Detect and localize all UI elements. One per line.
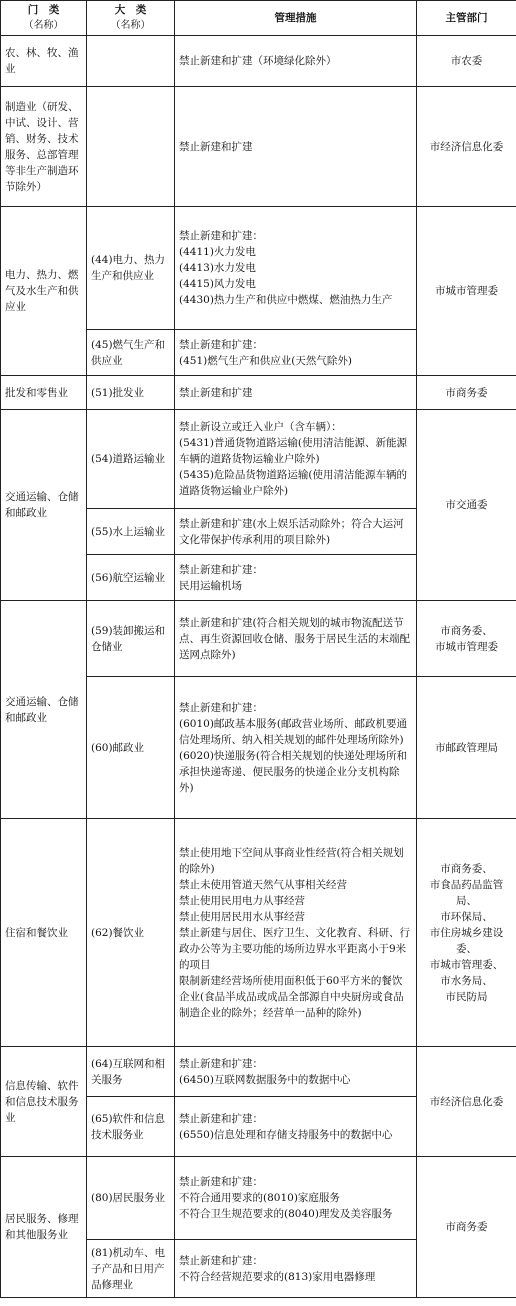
table-row — [1, 601, 516, 677]
department-cell: 市城市管理委 — [417, 207, 516, 376]
measure-cell: 禁止新建和扩建： (6550)信息处理和存储支持服务中的数据中心 — [175, 1097, 417, 1157]
major-cell: (44)电力、热力生产和供应业 — [87, 207, 175, 330]
major-cell: (55)水上运输业 — [87, 509, 175, 555]
table-header-row — [1, 1, 516, 36]
major-cell: (59)装卸搬运和仓储业 — [87, 601, 175, 677]
header-major-sub: （名称） — [110, 20, 151, 31]
measure-cell: 禁止新建和扩建 — [175, 87, 417, 207]
major-cell: (81)机动车、电子产品和日用产品修理业 — [87, 1240, 175, 1298]
measure-cell: 禁止新建和扩建： (6450)互联网数据服务中的数据中心 — [175, 1047, 417, 1097]
header-measures: 管理措施 — [175, 1, 417, 36]
category-cell: 交通运输、仓储和邮政业 — [1, 410, 87, 601]
department-cell: 市经济信息化委 — [417, 87, 516, 207]
major-cell: (80)居民服务业 — [87, 1157, 175, 1240]
category-cell: 农、林、牧、渔业 — [1, 36, 87, 87]
header-category-label: 门 类 — [27, 4, 60, 16]
department-cell: 市商务委、 市城市管理委 — [417, 601, 516, 677]
table-row — [1, 1047, 516, 1097]
header-department: 主管部门 — [417, 1, 516, 36]
measure-cell: 禁止新建和扩建： (451)燃气生产和供应业(天然气除外) — [175, 330, 417, 376]
department-cell: 市农委 — [417, 36, 516, 87]
major-cell — [87, 87, 175, 207]
category-cell: 居民服务、修理和其他服务业 — [1, 1157, 87, 1298]
department-cell: 市邮政管理局 — [417, 677, 516, 819]
header-major — [87, 1, 175, 36]
measure-cell: 禁止新建和扩建： (4411)火力发电 (4413)水力发电 (4415)风力发电 (4430)热力生产和供应中燃煤、燃油热力生产 — [175, 207, 417, 330]
major-cell — [87, 36, 175, 87]
measure-cell: 禁止新设立或迁入业户（含车辆）： (5431)普通货物道路运输(使用清洁能源、新能源车辆的道路货物运输业户除外) (5435)危险品货物道路运输(使用清洁能源车辆的道路货物运输业户除外) — [175, 410, 417, 509]
measure-cell: 禁止新建和扩建(水上娱乐活动除外；符合大运河文化带保护传承利用的项目除外) — [175, 509, 417, 555]
measure-cell: 禁止新建和扩建： 民用运输机场 — [175, 555, 417, 601]
category-cell: 批发和零售业 — [1, 376, 87, 410]
header-category-sub: （名称） — [23, 20, 64, 31]
measure-cell: 禁止新建和扩建 — [175, 376, 417, 410]
category-cell: 信息传输、软件和信息技术服务业 — [1, 1047, 87, 1157]
table-row — [1, 87, 516, 207]
table-row — [1, 1157, 516, 1240]
measure-cell: 禁止新建和扩建： 不符合通用要求的(8010)家庭服务 不符合卫生规范要求的(8040)理发及美容服务 — [175, 1157, 417, 1240]
measure-cell: 禁止新建和扩建： (6010)邮政基本服务(邮政营业场所、邮政机要通信处理场所、纳入相关规划的邮件处理场所除外) (6020)快递服务(符合相关规划的快递处理场所和承担快递寄递、便民服务的快递企业分支机构除外) — [175, 677, 417, 819]
table-row — [1, 819, 516, 1047]
header-category — [1, 1, 87, 36]
table-row — [1, 410, 516, 509]
major-cell: (60)邮政业 — [87, 677, 175, 819]
department-cell: 市交通委 — [417, 410, 516, 601]
major-cell: (64)互联网和相关服务 — [87, 1047, 175, 1097]
header-major-label: 大 类 — [114, 4, 147, 16]
measure-cell: 禁止新建和扩建： 不符合经营规范要求的(813)家用电器修理 — [175, 1240, 417, 1298]
department-cell: 市商务委 — [417, 376, 516, 410]
department-cell: 市经济信息化委 — [417, 1047, 516, 1157]
table-row — [1, 36, 516, 87]
measure-cell: 禁止使用地下空间从事商业性经营(符合相关规划的除外) 禁止未使用管道天然气从事相关经营 禁止使用民用电力从事经营 禁止使用居民用水从事经营 禁止新建与居住、医疗卫生、文化教育、科研、行政办公等为主要功能的场所边界水平距离小于9米的项目 限制新建经营场所使用面积低于60平方米的餐饮企业(食品半成品或成品全部源自中央厨房或食品制造企业的除外；经营单一品种的除外) — [175, 819, 417, 1047]
major-cell: (54)道路运输业 — [87, 410, 175, 509]
measure-cell: 禁止新建和扩建(符合相关规划的城市物流配送节点、再生资源回收仓储、服务于居民生活的末端配送网点除外) — [175, 601, 417, 677]
major-cell: (45)燃气生产和供应业 — [87, 330, 175, 376]
major-cell: (56)航空运输业 — [87, 555, 175, 601]
category-cell: 电力、热力、燃气及水生产和供应业 — [1, 207, 87, 376]
department-cell: 市商务委、 市食品药品监管局、 市环保局、 市住房城乡建设委、 市城市管理委、 市水务局、 市民防局 — [417, 819, 516, 1047]
category-cell: 制造业（研发、中试、设计、营销、财务、技术服务、总部管理等非生产制造环节除外） — [1, 87, 87, 207]
major-cell: (51)批发业 — [87, 376, 175, 410]
major-cell: (65)软件和信息技术服务业 — [87, 1097, 175, 1157]
category-cell: 住宿和餐饮业 — [1, 819, 87, 1047]
table-row — [1, 376, 516, 410]
measure-cell: 禁止新建和扩建（环境绿化除外） — [175, 36, 417, 87]
table-row — [1, 207, 516, 330]
major-cell: (62)餐饮业 — [87, 819, 175, 1047]
department-cell: 市商务委 — [417, 1157, 516, 1298]
category-cell: 交通运输、仓储和邮政业 — [1, 601, 87, 819]
